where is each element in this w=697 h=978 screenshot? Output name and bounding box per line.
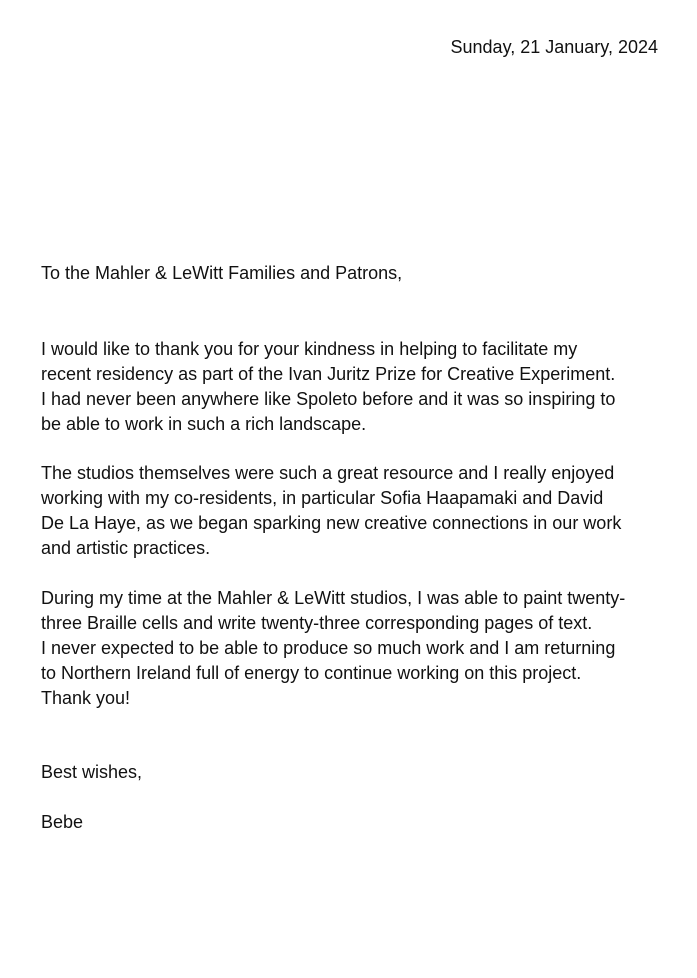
paragraph-line: During my time at the Mahler & LeWitt studios, I was able to paint twenty- <box>41 588 626 608</box>
letter-paragraph-1 <box>41 337 661 437</box>
paragraph-line: three Braille cells and write twenty-three corresponding pages of text. <box>41 613 593 633</box>
paragraph-line: I had never been anywhere like Spoleto before and it was so inspiring to <box>41 389 616 409</box>
paragraph-line: be able to work in such a rich landscape. <box>41 414 367 434</box>
paragraph-line: to Northern Ireland full of energy to continue working on this project. <box>41 663 582 683</box>
letter-closing: Best wishes, <box>41 762 143 782</box>
paragraph-line: recent residency as part of the Ivan Juritz Prize for Creative Experiment. <box>41 364 616 384</box>
letter-greeting: To the Mahler & LeWitt Families and Patrons, <box>41 263 403 283</box>
letter-signature: Bebe <box>41 812 84 832</box>
paragraph-line: Thank you! <box>41 688 131 708</box>
paragraph-line: and artistic practices. <box>41 538 211 558</box>
letter-paragraph-2 <box>41 461 661 561</box>
paragraph-line: working with my co-residents, in particular Sofia Haapamaki and David <box>41 488 604 508</box>
paragraph-line: The studios themselves were such a great resource and I really enjoyed <box>41 463 615 483</box>
paragraph-line: I would like to thank you for your kindness in helping to facilitate my <box>41 339 578 359</box>
letter-paragraph-3 <box>41 586 661 711</box>
paragraph-line: I never expected to be able to produce so much work and I am returning <box>41 638 616 658</box>
letter-date: Sunday, 21 January, 2024 <box>450 37 658 57</box>
paragraph-line: De La Haye, as we began sparking new creative connections in our work <box>41 513 622 533</box>
